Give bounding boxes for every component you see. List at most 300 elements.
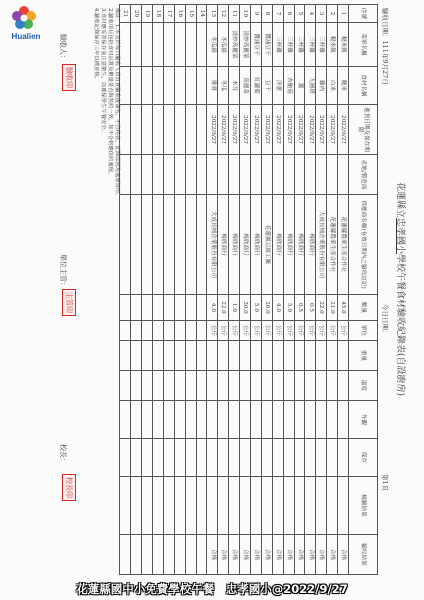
table-cell: 紅蘿蔔 — [250, 67, 261, 105]
table-cell — [316, 439, 327, 477]
table-cell: 0.5 — [305, 295, 316, 321]
table-cell — [240, 401, 251, 439]
table-row — [283, 5, 294, 575]
table-cell: 冬瓜 — [218, 67, 229, 105]
table-cell: 15 — [185, 5, 196, 23]
table-cell — [142, 195, 153, 295]
table-cell: 4.0 — [272, 295, 283, 321]
table-cell: 公斤 — [229, 321, 240, 341]
table-cell — [338, 477, 349, 535]
table-cell: 12 — [218, 5, 229, 23]
table-cell: 梅欣商行 — [229, 195, 240, 295]
table-cell — [174, 321, 185, 341]
table-cell — [196, 295, 207, 321]
table-cell — [218, 401, 229, 439]
table-cell: 杏鮑菇 — [283, 67, 294, 105]
table-cell: 梅欣商行 — [272, 195, 283, 295]
table-cell — [338, 155, 349, 195]
table-cell — [196, 477, 207, 535]
director-signature-label: 單位主管： — [59, 254, 67, 289]
table-cell — [174, 535, 185, 575]
table-cell: 21 — [120, 5, 131, 23]
table-cell: 1 — [338, 5, 349, 23]
note-line: 2.驗收項目包括食材品質及數量是否與契約一致，如不合格應依約處理。 — [107, 8, 113, 178]
table-cell: 2022/9/27 — [272, 105, 283, 155]
table-cell — [131, 105, 142, 155]
table-cell: 3 — [316, 5, 327, 23]
page-number: 第1頁 — [381, 474, 389, 492]
table-cell — [185, 105, 196, 155]
table-cell — [174, 67, 185, 105]
table-cell — [327, 439, 338, 477]
table-row — [207, 5, 218, 575]
table-cell — [261, 155, 272, 195]
table-row — [185, 5, 196, 575]
table-cell: 26.0 — [261, 295, 272, 321]
table-cell — [261, 401, 272, 439]
table-cell — [131, 295, 142, 321]
table-cell: 30.0 — [240, 295, 251, 321]
table-cell: 白米 — [327, 67, 338, 105]
table-cell — [131, 477, 142, 535]
table-cell — [218, 371, 229, 401]
table-cell: 梅欣商行 — [283, 195, 294, 295]
table-cell: 16 — [174, 5, 185, 23]
table-cell — [272, 477, 283, 535]
table-cell: 九層塔 — [305, 67, 316, 105]
table-cell: 7 — [272, 5, 283, 23]
table-cell — [250, 477, 261, 535]
table-cell: 2022/9/27 — [327, 105, 338, 155]
table-cell: 18 — [152, 5, 163, 23]
table-cell: 2022/9/27 — [240, 105, 251, 155]
hualien-logo — [4, 4, 44, 46]
table-cell — [174, 341, 185, 371]
table-cell — [174, 295, 185, 321]
table-cell — [152, 477, 163, 535]
table-cell — [229, 155, 240, 195]
checker-stamp: 驗收印 — [62, 64, 76, 91]
table-cell — [152, 439, 163, 477]
table-cell: 清炒高麗菜 — [240, 23, 251, 67]
table-cell — [142, 155, 153, 195]
table-cell — [283, 401, 294, 439]
table-cell: 木耳 — [229, 67, 240, 105]
table-cell: 合格 — [261, 535, 272, 575]
table-row — [218, 5, 229, 575]
table-row — [272, 5, 283, 575]
column-header: 重量 — [349, 341, 378, 371]
table-cell — [305, 341, 316, 371]
table-cell: 三杯雞 — [283, 23, 294, 67]
table-cell — [120, 155, 131, 195]
table-cell — [120, 477, 131, 535]
table-cell — [283, 341, 294, 371]
table-cell — [240, 341, 251, 371]
table-cell — [163, 155, 174, 195]
table-cell — [163, 105, 174, 155]
table-cell — [305, 155, 316, 195]
table-cell: 梅欣商行 — [305, 195, 316, 295]
table-cell: 大成長城企業股份有限公司 — [207, 195, 218, 295]
table-cell — [174, 371, 185, 401]
principal-signature-label: 校長： — [59, 444, 67, 465]
table-cell — [261, 341, 272, 371]
table-cell — [207, 439, 218, 477]
table-cell — [152, 295, 163, 321]
principal-stamp: 校長印 — [62, 474, 76, 501]
table-cell — [283, 477, 294, 535]
table-cell — [196, 535, 207, 575]
logo-text: Hualien — [11, 32, 41, 41]
table-cell — [218, 341, 229, 371]
table-cell — [120, 401, 131, 439]
table-cell — [142, 105, 153, 155]
table-cell — [240, 371, 251, 401]
table-cell — [250, 341, 261, 371]
table-cell: 2022/9/27 — [261, 105, 272, 155]
table-cell — [163, 67, 174, 105]
table-cell — [338, 439, 349, 477]
table-cell: 合格 — [229, 535, 240, 575]
column-header: 序號 — [349, 5, 378, 23]
table-cell — [338, 401, 349, 439]
table-cell: 2022/9/27 — [250, 105, 261, 155]
table-cell — [152, 371, 163, 401]
table-cell — [185, 23, 196, 67]
caption-banner: 花蓮縣國中小免費學校午餐 忠孝國小@2022/9/27 — [76, 582, 348, 596]
table-cell — [120, 195, 131, 295]
table-cell: 三杯雞 — [272, 23, 283, 67]
table-cell — [185, 67, 196, 105]
table-cell: 梅欣商行 — [218, 195, 229, 295]
table-cell — [272, 341, 283, 371]
table-cell — [294, 341, 305, 371]
table-cell — [185, 401, 196, 439]
table-cell — [185, 535, 196, 575]
table-cell — [316, 341, 327, 371]
table-cell — [163, 371, 174, 401]
table-cell — [120, 105, 131, 155]
table-cell — [338, 371, 349, 401]
note-line: 4.驗收記錄保存三年以備查核。 — [93, 8, 99, 82]
flower-logo-icon — [10, 4, 38, 32]
table-row — [196, 5, 207, 575]
table-cell — [305, 401, 316, 439]
table-cell — [131, 401, 142, 439]
table-cell — [229, 341, 240, 371]
table-row — [240, 5, 251, 575]
table-cell — [229, 477, 240, 535]
table-cell — [327, 401, 338, 439]
table-cell — [131, 321, 142, 341]
table-cell: 花蓮縣豆腐工廠 — [261, 195, 272, 295]
table-cell — [142, 23, 153, 67]
table-cell: 4 — [305, 5, 316, 23]
table-cell — [283, 439, 294, 477]
table-cell — [207, 371, 218, 401]
table-cell: 45.0 — [338, 295, 349, 321]
table-cell — [131, 535, 142, 575]
table-cell: 13 — [207, 5, 218, 23]
table-cell — [185, 439, 196, 477]
table-cell — [142, 295, 153, 321]
table-cell: 公斤 — [261, 321, 272, 341]
column-header: 產地/製造商 — [349, 155, 378, 195]
column-header: 供應商名稱(有效日期內之驗收註記) — [349, 195, 378, 295]
table-cell — [185, 341, 196, 371]
table-cell — [163, 321, 174, 341]
table-cell — [272, 155, 283, 195]
table-cell: 合格 — [272, 535, 283, 575]
table-cell: 22.0 — [218, 295, 229, 321]
table-cell: 2 — [327, 5, 338, 23]
column-header: 溫度 — [349, 371, 378, 401]
table-cell — [327, 155, 338, 195]
table-cell — [196, 401, 207, 439]
table-cell: 梅欣商行 — [240, 195, 251, 295]
table-cell — [152, 401, 163, 439]
table-cell — [185, 371, 196, 401]
table-cell — [250, 155, 261, 195]
table-cell: 公斤 — [316, 321, 327, 341]
table-cell — [131, 155, 142, 195]
table-cell — [305, 477, 316, 535]
inspection-table — [119, 4, 378, 575]
table-cell — [131, 195, 142, 295]
table-row — [142, 5, 153, 575]
table-cell: 2022/9/27 — [294, 105, 305, 155]
table-cell — [229, 401, 240, 439]
note-line: 3.食材應妥善保存並注意衛生，以確保學生午餐安全。 — [100, 8, 106, 135]
table-cell — [174, 105, 185, 155]
table-cell — [294, 371, 305, 401]
table-cell — [196, 321, 207, 341]
table-cell — [196, 155, 207, 195]
table-cell — [163, 401, 174, 439]
table-cell — [305, 439, 316, 477]
table-row — [305, 5, 316, 575]
title-prefix: 花蓮縣立 — [395, 181, 405, 218]
table-cell: 2022/9/27 — [218, 105, 229, 155]
title-suffix: 學校午餐食材驗收紀錄表(自設廚房) — [395, 254, 405, 397]
table-cell — [142, 535, 153, 575]
table-cell: 清炒高麗菜 — [229, 23, 240, 67]
table-cell — [272, 439, 283, 477]
table-cell — [120, 439, 131, 477]
table-cell — [174, 23, 185, 67]
table-cell — [207, 155, 218, 195]
table-cell: 公斤 — [294, 321, 305, 341]
table-row — [327, 5, 338, 575]
table-cell: 9 — [250, 5, 261, 23]
table-cell: 5.0 — [250, 295, 261, 321]
table-cell: 合格 — [240, 535, 251, 575]
table-cell — [152, 105, 163, 155]
table-cell: 雞肉 — [316, 67, 327, 105]
table-row — [316, 5, 327, 575]
table-row — [250, 5, 261, 575]
table-cell: 三杯雞 — [316, 23, 327, 67]
table-cell — [174, 401, 185, 439]
document-title — [395, 4, 408, 574]
table-cell — [316, 371, 327, 401]
table-cell: 糙米 — [338, 67, 349, 105]
table-cell: 醬滷豆干 — [250, 23, 261, 67]
table-cell: 4.0 — [207, 295, 218, 321]
table-cell — [152, 535, 163, 575]
table-cell: 梅欣商行 — [250, 195, 261, 295]
table-cell — [120, 67, 131, 105]
table-cell: 2022/9/27 — [338, 105, 349, 155]
table-cell — [272, 371, 283, 401]
table-cell — [185, 477, 196, 535]
table-cell — [120, 371, 131, 401]
table-cell — [294, 439, 305, 477]
director-stamp: 主管印 — [62, 289, 76, 316]
table-cell — [163, 195, 174, 295]
table-cell — [131, 67, 142, 105]
table-cell: 薑 — [294, 67, 305, 105]
table-cell — [196, 67, 207, 105]
table-cell — [272, 401, 283, 439]
title-school: 忠孝國小 — [395, 217, 405, 254]
table-cell: 2022/9/27 — [305, 105, 316, 155]
inspection-record — [44, 4, 408, 574]
table-cell — [196, 195, 207, 295]
table-cell — [163, 477, 174, 535]
table-cell — [131, 23, 142, 67]
table-cell: 合格 — [316, 535, 327, 575]
table-cell: 公斤 — [272, 321, 283, 341]
column-header: 食材名稱 — [349, 67, 378, 105]
table-cell — [142, 67, 153, 105]
table-cell: 0.5 — [294, 295, 305, 321]
table-cell: 公斤 — [305, 321, 316, 341]
column-header: 單位 — [349, 321, 378, 341]
table-cell — [163, 439, 174, 477]
table-cell — [163, 341, 174, 371]
table-cell — [174, 195, 185, 295]
table-cell — [163, 535, 174, 575]
table-row — [229, 5, 240, 575]
table-cell — [261, 477, 272, 535]
table-cell — [207, 401, 218, 439]
table-cell — [142, 341, 153, 371]
table-cell: 11 — [229, 5, 240, 23]
table-cell: 排骨 — [207, 67, 218, 105]
table-cell: 冬瓜湯 — [218, 23, 229, 67]
notes-block — [92, 8, 120, 568]
table-cell — [142, 401, 153, 439]
table-cell — [131, 371, 142, 401]
table-cell: 洋蔥 — [272, 67, 283, 105]
table-cell: 冬瓜湯 — [207, 23, 218, 67]
table-cell — [229, 439, 240, 477]
table-cell: 5.0 — [283, 295, 294, 321]
table-cell: 2022/9/27 — [283, 105, 294, 155]
table-cell: 合格 — [305, 535, 316, 575]
note-line: 備註：1.本表於每日驗收人員負責驗收後簽名，不合格者，記錄原因及處理情形。 — [114, 8, 120, 199]
table-cell: 公斤 — [283, 321, 294, 341]
table-row — [338, 5, 349, 575]
table-row — [120, 5, 131, 575]
table-cell: 公斤 — [240, 321, 251, 341]
table-cell — [218, 477, 229, 535]
table-cell: 17 — [163, 5, 174, 23]
table-cell — [185, 295, 196, 321]
table-cell: 2022/9/27 — [316, 105, 327, 155]
table-cell — [250, 401, 261, 439]
table-cell: 20 — [131, 5, 142, 23]
table-cell — [240, 155, 251, 195]
table-cell: 1.0 — [229, 295, 240, 321]
table-cell: 14 — [196, 5, 207, 23]
table-cell — [142, 477, 153, 535]
table-cell: 三杯雞 — [305, 23, 316, 67]
table-cell — [250, 371, 261, 401]
table-cell — [316, 401, 327, 439]
table-cell: 5 — [294, 5, 305, 23]
table-cell — [120, 295, 131, 321]
table-cell: 合格 — [283, 535, 294, 575]
table-cell — [142, 321, 153, 341]
table-cell — [240, 439, 251, 477]
table-cell — [327, 477, 338, 535]
table-cell — [152, 321, 163, 341]
table-cell — [120, 341, 131, 371]
table-cell — [305, 371, 316, 401]
table-cell — [163, 295, 174, 321]
table-cell — [142, 371, 153, 401]
table-cell: 合格 — [294, 535, 305, 575]
table-cell: 合格 — [327, 535, 338, 575]
table-cell: 豆干 — [261, 67, 272, 105]
table-cell — [152, 195, 163, 295]
table-cell — [131, 439, 142, 477]
table-cell — [185, 195, 196, 295]
table-row — [163, 5, 174, 575]
table-cell: 花蓮縣農業生產合作社 — [338, 195, 349, 295]
table-cell — [338, 341, 349, 371]
table-cell — [196, 23, 207, 67]
table-cell — [142, 439, 153, 477]
table-cell — [152, 67, 163, 105]
table-cell: 2022/9/27 — [229, 105, 240, 155]
table-cell: 糙米飯 — [338, 23, 349, 67]
table-cell — [283, 155, 294, 195]
table-cell — [196, 105, 207, 155]
table-cell — [218, 155, 229, 195]
table-cell: 6 — [283, 5, 294, 23]
table-cell: 梅欣商行 — [294, 195, 305, 295]
table-cell: 醬滷豆干 — [261, 23, 272, 67]
table-cell: 公斤 — [218, 321, 229, 341]
table-cell: 2022/9/27 — [207, 105, 218, 155]
table-cell — [185, 155, 196, 195]
table-cell: 公斤 — [250, 321, 261, 341]
table-cell: 22.0 — [316, 295, 327, 321]
table-cell — [185, 321, 196, 341]
table-header-row — [349, 5, 378, 575]
table-cell — [174, 439, 185, 477]
table-cell: 10 — [240, 5, 251, 23]
table-cell — [207, 341, 218, 371]
table-row — [294, 5, 305, 575]
table-cell — [327, 371, 338, 401]
column-header: 數量 — [349, 295, 378, 321]
table-cell — [174, 155, 185, 195]
